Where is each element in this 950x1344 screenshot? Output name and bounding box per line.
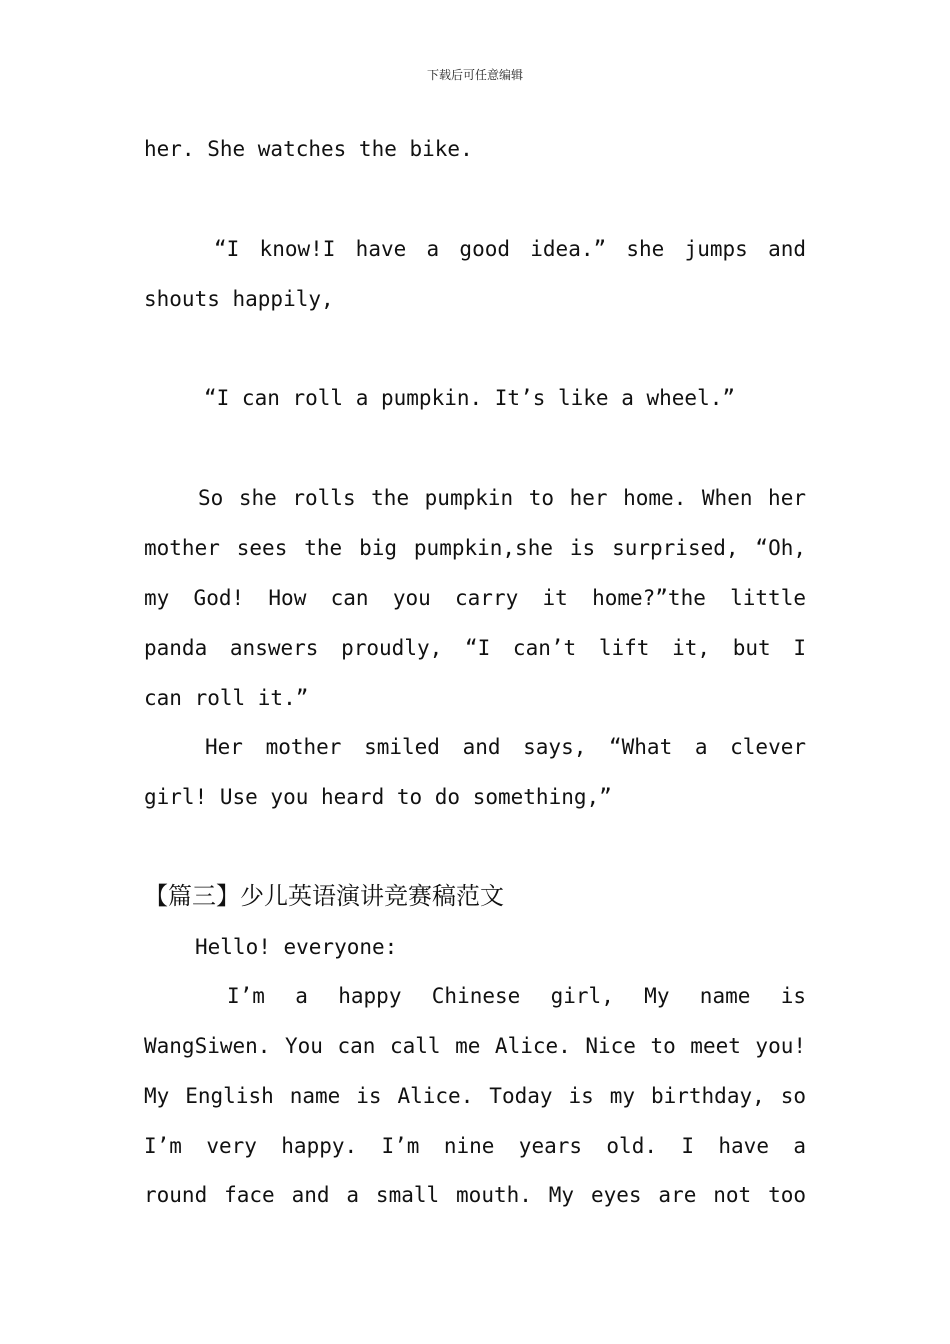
- text-line: can roll it.”: [144, 686, 309, 710]
- text-line: My English name is Alice. Today is my birthday, so: [144, 1084, 806, 1108]
- text-line: So she rolls the pumpkin to her home. When her: [198, 486, 806, 510]
- page-header: 下载后可任意编辑: [426, 68, 523, 82]
- text-line: mother sees the big pumpkin,she is surprised, “Oh,: [144, 536, 806, 560]
- section-heading: 【篇三】少儿英语演讲竞赛稿范文: [144, 882, 504, 910]
- text-line: “I can roll a pumpkin. It’s like a wheel.”: [204, 386, 736, 410]
- text-line: round face and a small mouth. My eyes are not too: [144, 1183, 806, 1207]
- text-line: WangSiwen. You can call me Alice. Nice to meet you!: [144, 1034, 806, 1058]
- text-line: girl! Use you heard to do something,”: [144, 785, 612, 809]
- text-line: shouts happily,: [144, 287, 334, 311]
- text-line: panda answers proudly, “I can’t lift it, but I: [144, 636, 806, 660]
- text-line: I’m a happy Chinese girl, My name is: [227, 984, 806, 1008]
- text-line: Her mother smiled and says, “What a clever: [205, 735, 806, 759]
- text-line: I’m very happy. I’m nine years old. I have a: [144, 1134, 806, 1158]
- text-line: “I know!I have a good idea.” she jumps and: [214, 237, 806, 261]
- text-line: her. She watches the bike.: [144, 137, 473, 161]
- text-line: Hello! everyone:: [195, 935, 398, 959]
- text-line: my God! How can you carry it home?”the little: [144, 586, 806, 610]
